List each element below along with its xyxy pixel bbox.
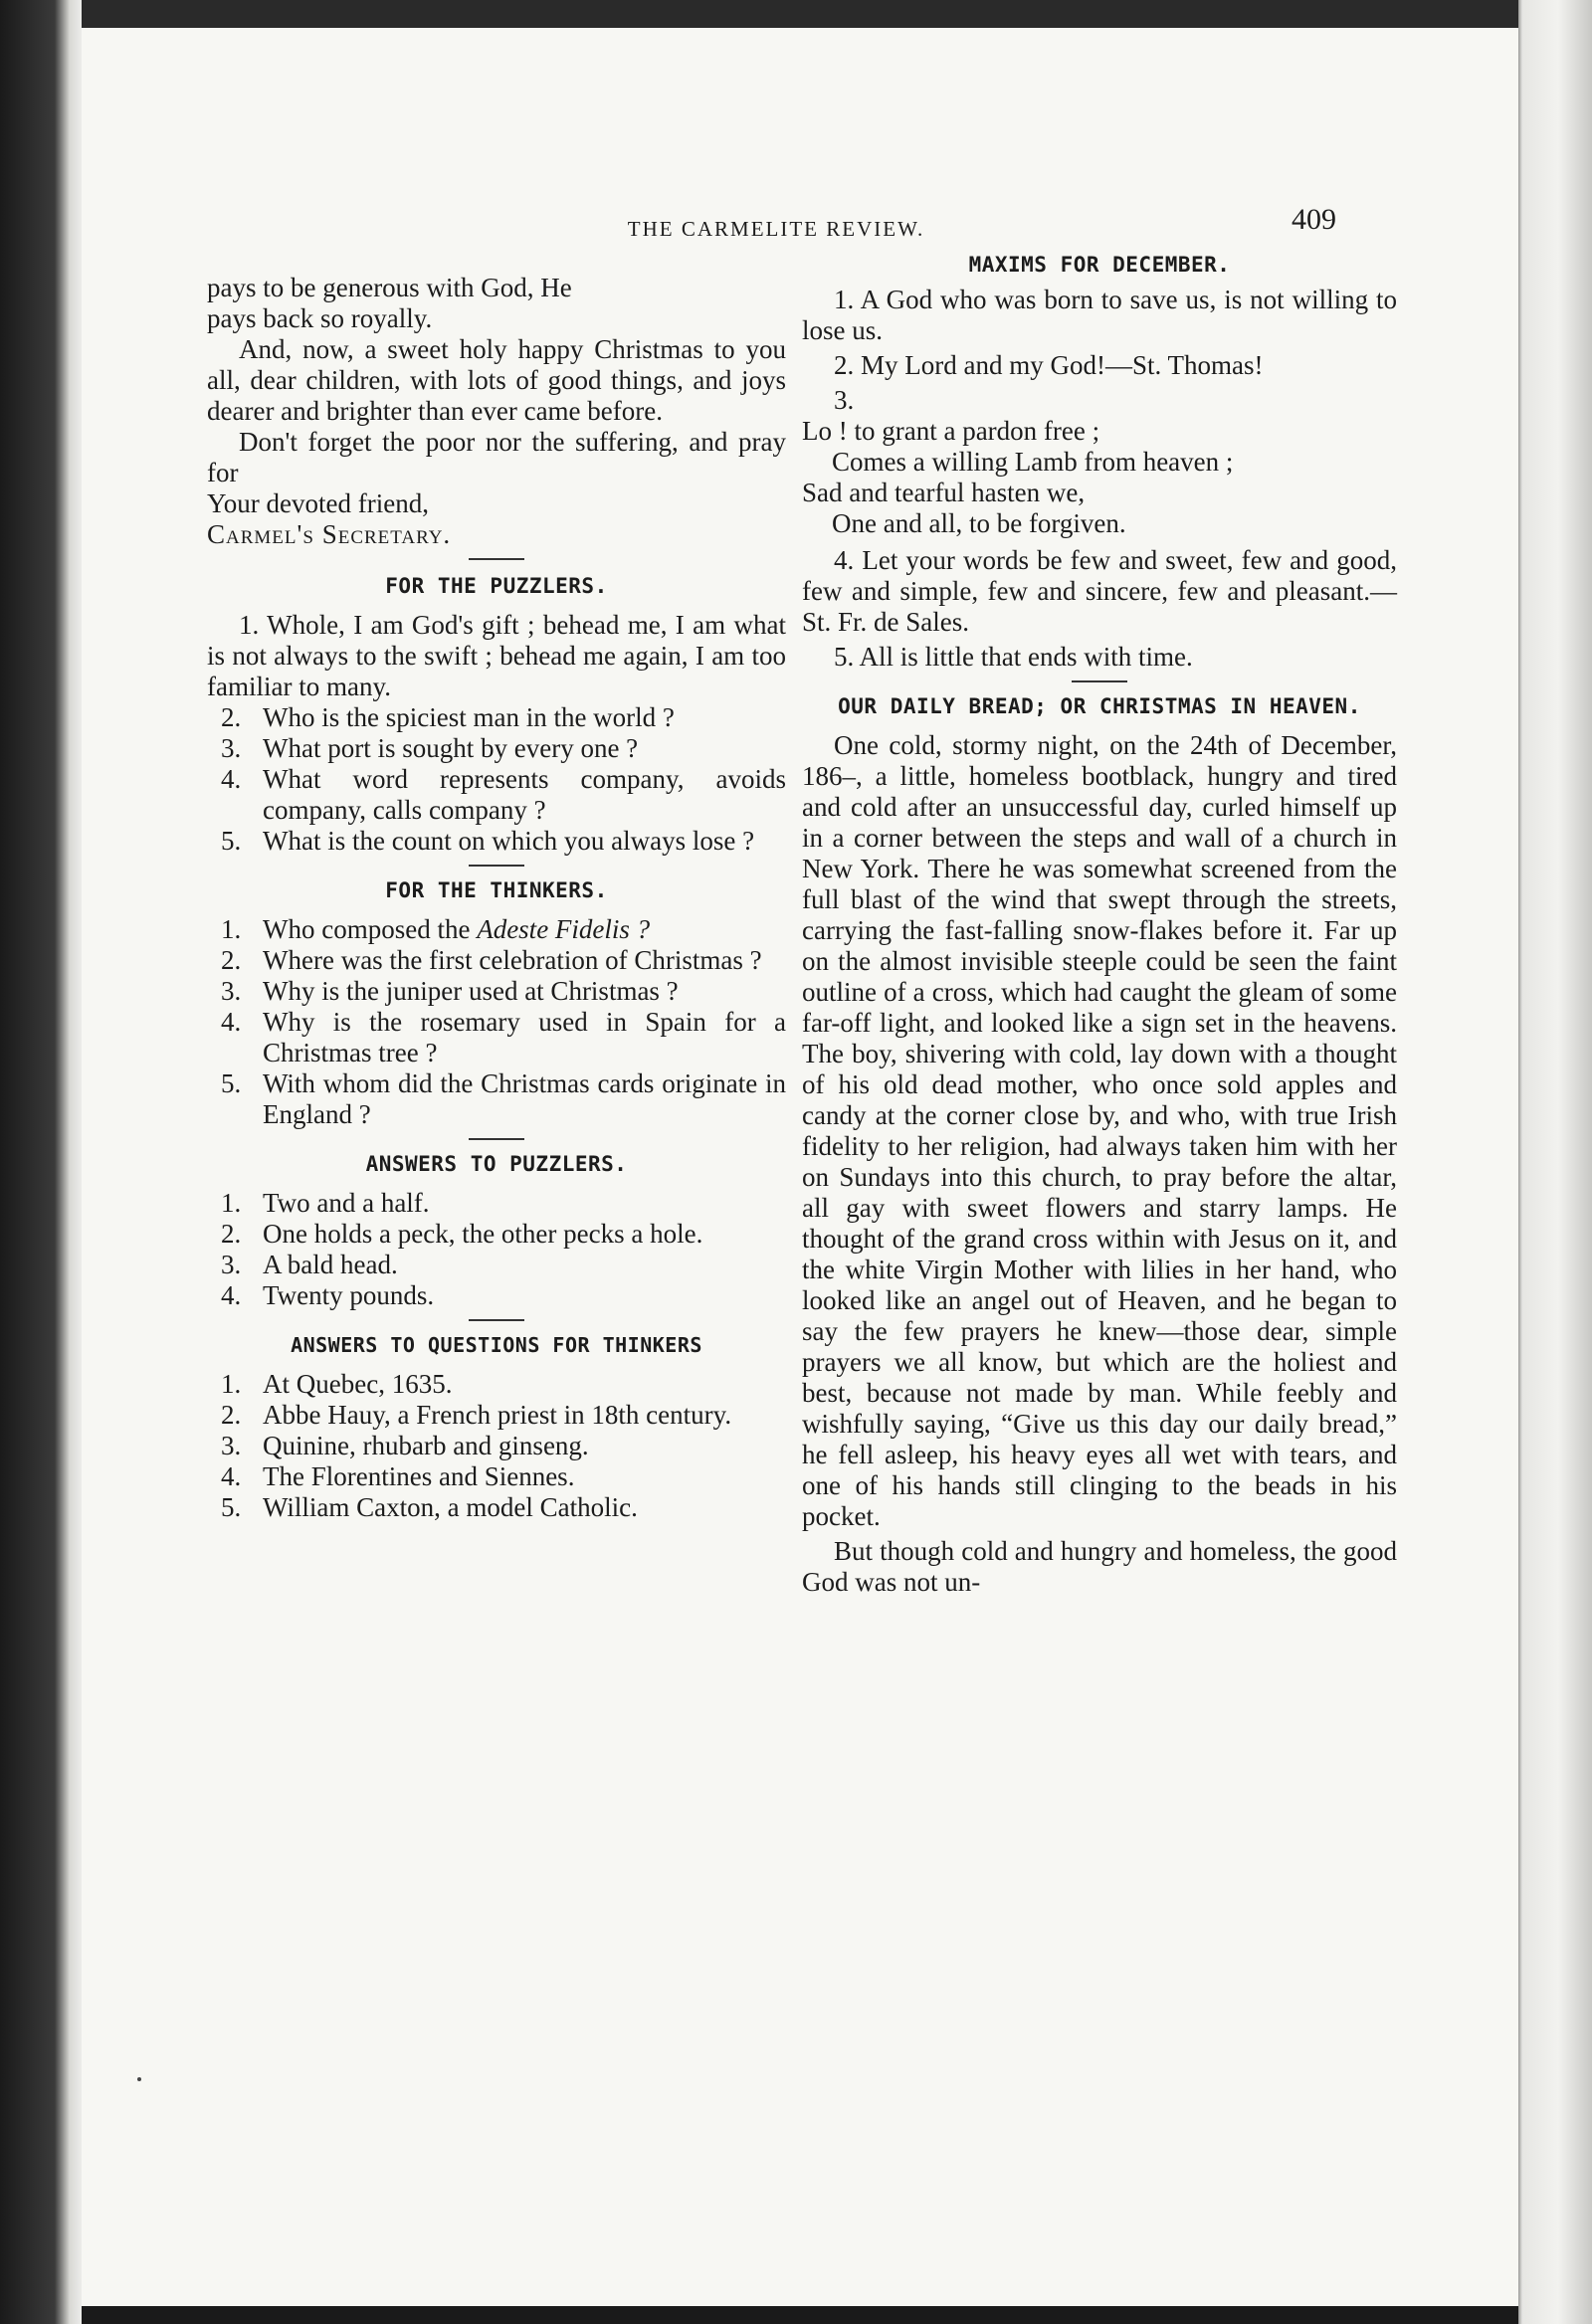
divider: [469, 1319, 524, 1321]
signature: Carmel's Secretary.: [207, 519, 452, 549]
poor-reminder: Don't forget the poor nor the suffering, and pray for: [207, 427, 786, 487]
right-column: [802, 251, 1397, 1598]
puzzlers-heading: FOR THE PUZZLERS.: [385, 574, 608, 598]
answers-puzzlers-heading: ANSWERS TO PUZZLERS.: [365, 1152, 628, 1176]
list-item: 2. Who is the spiciest man in the world ?: [221, 702, 675, 732]
divider: [1072, 680, 1127, 682]
list-item: 4. The Florentines and Siennes.: [221, 1461, 575, 1491]
answers-thinkers-list: [207, 1369, 786, 1523]
list-item: 1. Who composed the Adeste Fidelis ?: [221, 914, 651, 944]
page-edge-right: [1518, 0, 1592, 2324]
list-item: 5. What is the count on which you always lose ?: [221, 826, 755, 856]
list-item: 5. William Caxton, a model Catholic.: [221, 1492, 638, 1522]
running-head: THE CARMELITE REVIEW.: [627, 217, 925, 241]
list-item: 1. At Quebec, 1635.: [221, 1369, 453, 1399]
thinkers-heading: FOR THE THINKERS.: [385, 878, 608, 902]
intro-line-2: pays back so royally.: [207, 303, 433, 333]
divider: [469, 558, 524, 560]
list-item: 4. Twenty pounds.: [221, 1280, 435, 1310]
verse-line: One and all, to be forgiven.: [832, 508, 1126, 538]
page-number: 409: [1292, 203, 1336, 236]
maxim-3-number: 3.: [834, 385, 855, 415]
verse-line: Comes a willing Lamb from heaven ;: [832, 447, 1234, 477]
book-gutter-shadow: [0, 0, 82, 2324]
list-item: 3. A bald head.: [221, 1250, 398, 1279]
divider: [469, 1138, 524, 1140]
list-item: 5. With whom did the Christmas cards originate in England ?: [221, 1068, 786, 1129]
list-item: 1. Whole, I am God's gift ; behead me, I am what is not always to the swift ; behead me again, I am too familiar to many.: [207, 610, 787, 701]
maxim-4: 4. Let your words be few and sweet, few and good, few and simple, few and sincere, few and pleasant.—St. Fr. de Sales.: [802, 545, 1397, 637]
left-column: [207, 273, 786, 1523]
thinkers-list: [207, 914, 786, 1130]
list-item: 3. Why is the juniper used at Christmas ?: [221, 976, 679, 1006]
page-speck: [137, 2077, 141, 2081]
maxim-5: 5. All is little that ends with time.: [834, 642, 1193, 672]
list-item: 2. One holds a peck, the other pecks a hole.: [221, 1219, 703, 1249]
story-heading: OUR DAILY BREAD; OR CHRISTMAS IN HEAVEN.: [838, 694, 1361, 718]
list-item: 4. What word represents company, avoids company, calls company ?: [221, 764, 786, 825]
story-paragraph: One cold, stormy night, on the 24th of December, 186–, a little, homeless bootblack, hungry and tired and cold after an unsuccessful day, curled himself up in a corner between the steps and wall of a church in New York. There he was somewhat screened from the full blast of the wind that swept through the streets, carrying the fast-falling snow-flakes before it. Far up on the almost invisible steeple could be seen the faint outline of a cross, which had caught the gleam of some far-off light, and looked like a sign set in the heavens. The boy, shivering with cold, lay down with a thought of his old dead mother, who once sold apples and candy at the corner close by, and who, with true Irish fidelity to her religion, had always taken him with her on Sundays into this church, to pray before the altar, all gay with sweet flowers and starry lamps. He thought of the grand cross within with Jesus on it, and the white Virgin Mother with lilies in her hand, who looked like an angel out of Heaven, and he began to say the few prayers he knew—those dear, simple prayers we all know, but which are the holiest and best, because not made by man. While feebly and wishfully saying, “Give us this day our daily bread,” he fell asleep, his heavy eyes all wet with tears, and one of his hands still clinging to the beads in his pocket.: [802, 730, 1397, 1531]
signoff: Your devoted friend,: [207, 488, 429, 518]
list-item: 4. Why is the rosemary used in Spain for a Christmas tree ?: [221, 1007, 786, 1067]
list-item: 2. Abbe Hauy, a French priest in 18th century.: [221, 1400, 732, 1430]
list-item: 1. Two and a half.: [221, 1188, 430, 1218]
answers-thinkers-heading: ANSWERS TO QUESTIONS FOR THINKERS: [291, 1333, 702, 1357]
maxim-1: 1. A God who was born to save us, is not willing to lose us.: [802, 285, 1397, 345]
verse-line: Lo ! to grant a pardon free ;: [802, 416, 1100, 446]
answers-puzzlers-list: [207, 1188, 786, 1311]
christmas-greeting: And, now, a sweet holy happy Christmas to you all, dear children, with lots of good things, and joys dearer and brighter than ever came before.: [207, 334, 786, 426]
puzzlers-list: [207, 610, 786, 857]
maxims-heading: MAXIMS FOR DECEMBER.: [968, 253, 1231, 277]
divider: [469, 865, 524, 867]
page-edge-bottom: [82, 2306, 1518, 2324]
intro-line-1: pays to be generous with God, He: [207, 273, 572, 302]
verse-line: Sad and tearful hasten we,: [802, 478, 1086, 507]
list-item: 3. Quinine, rhubarb and ginseng.: [221, 1431, 589, 1460]
hymn-title: Adeste Fidelis ?: [477, 914, 651, 944]
list-item: 2. Where was the first celebration of Christmas ?: [221, 945, 762, 975]
maxim-2: 2. My Lord and my God!—St. Thomas!: [834, 350, 1264, 380]
list-item: 3. What port is sought by every one ?: [221, 733, 639, 763]
story-paragraph: But though cold and hungry and homeless, the good God was not un-: [802, 1536, 1397, 1597]
